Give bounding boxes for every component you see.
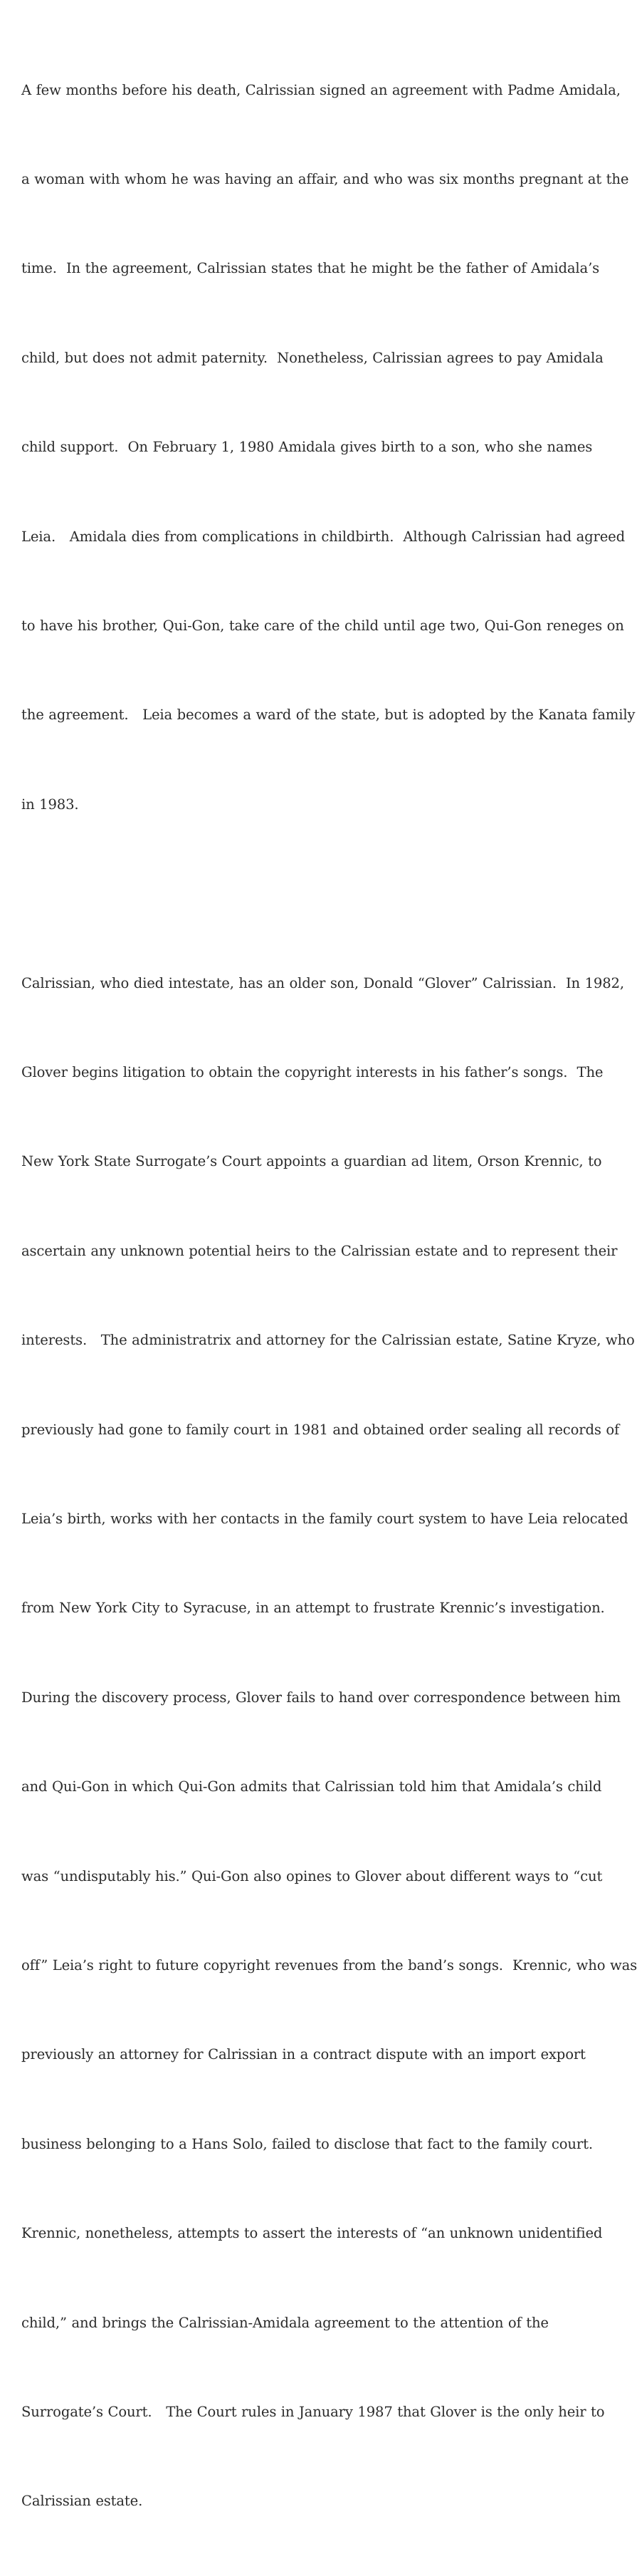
paragraph-2-line-7: Leia’s birth, works with her contacts in the family court system to have Leia relocated	[21, 1511, 628, 1528]
paragraph-2-line-4: ascertain any unknown potential heirs to the Calrissian estate and to represent their	[21, 1242, 618, 1259]
paragraph-2-line-8: from New York City to Syracuse, in an attempt to frustrate Krennic’s investigation.	[21, 1600, 605, 1617]
paragraph-1-line-5: child support. On February 1, 1980 Amidala gives birth to a son, who she names	[21, 439, 593, 456]
paragraph-2-line-5: interests. The administratrix and attorney for the Calrissian estate, Satine Kryze, who	[21, 1332, 635, 1349]
paragraph-litigation	[21, 909, 637, 2576]
paragraph-1-line-1: A few months before his death, Calrissian signed an agreement with Padme Amidala,	[21, 81, 621, 98]
paragraph-2-line-12: off” Leia’s right to future copyright revenues from the band’s songs. Krennic, who was	[21, 1957, 637, 1973]
paragraph-1-line-9: in 1983.	[21, 796, 79, 813]
paragraph-1-line-8: the agreement. Leia becomes a ward of the state, but is adopted by the Kanata family	[21, 706, 636, 724]
paragraph-2-line-3: New York State Surrogate’s Court appoints a guardian ad litem, Orson Krennic, to	[21, 1153, 602, 1170]
paragraph-2-line-2: Glover begins litigation to obtain the copyright interests in his father’s songs. The	[21, 1064, 604, 1081]
paragraph-2-line-16: child,” and brings the Calrissian-Amidala agreement to the attention of the	[21, 2314, 549, 2331]
document-body	[21, 16, 637, 2576]
paragraph-1-line-7: to have his brother, Qui-Gon, take care of the child until age two, Qui-Gon reneges on	[21, 617, 624, 634]
paragraph-2-line-9: During the discovery process, Glover fails to hand over correspondence between him	[21, 1689, 621, 1706]
paragraph-2-line-10: and Qui-Gon in which Qui-Gon admits that Calrissian told him that Amidala’s child	[21, 1778, 602, 1795]
paragraph-1-line-2: a woman with whom he was having an affair, and who was six months pregnant at the	[21, 170, 629, 187]
paragraph-2-line-11: was “undisputably his.” Qui-Gon also opines to Glover about different ways to “cut	[21, 1867, 603, 1884]
paragraph-2-line-15: Krennic, nonetheless, attempts to assert the interests of “an unknown unidentified	[21, 2225, 603, 2242]
paragraph-2-line-14: business belonging to a Hans Solo, failed to disclose that fact to the family court.	[21, 2135, 593, 2152]
paragraph-2-line-18: Calrissian estate.	[21, 2493, 143, 2510]
paragraph-2-line-13: previously an attorney for Calrissian in a contract dispute with an import export	[21, 2046, 586, 2063]
paragraph-2-line-6: previously had gone to family court in 1981 and obtained order sealing all records of	[21, 1421, 620, 1438]
paragraph-1-line-4: child, but does not admit paternity. Nonetheless, Calrissian agrees to pay Amidala	[21, 349, 604, 366]
paragraph-1-line-3: time. In the agreement, Calrissian states that he might be the father of Amidala’s	[21, 260, 600, 277]
paragraph-2-line-17: Surrogate’s Court. The Court rules in January 1987 that Glover is the only heir to	[21, 2403, 605, 2420]
paragraph-2-line-1: Calrissian, who died intestate, has an older son, Donald “Glover” Calrissian. In 1982,	[21, 974, 624, 991]
paragraph-agreement	[21, 16, 636, 879]
paragraph-1-line-6: Leia. Amidala dies from complications in childbirth. Although Calrissian had agreed	[21, 528, 626, 545]
